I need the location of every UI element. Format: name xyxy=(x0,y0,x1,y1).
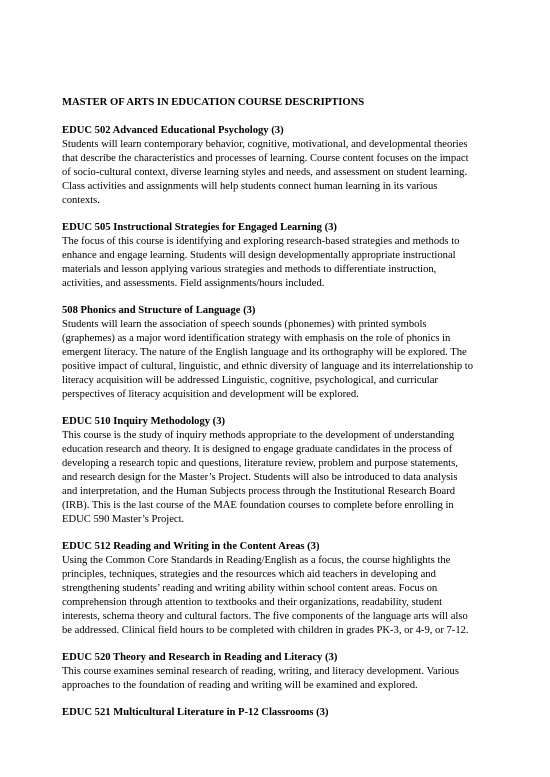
course-description-line: The focus of this course is identifying and exploring research-based strategies and methods to xyxy=(62,236,460,247)
course-description-line: approaches to the foundation of reading and writing will be examined and explored. xyxy=(62,680,418,691)
course-description-line: education research and theory. It is designed to engage graduate candidates in the process of xyxy=(62,444,453,455)
course-description-line: EDUC 590 Master’s Project. xyxy=(62,514,185,525)
course-description-line: and research design for the Master’s Project. Students will also be introduced to data analysis xyxy=(62,472,458,483)
course-title: EDUC 502 Advanced Educational Psychology (3) xyxy=(62,125,284,136)
course-description-line: Class activities and assignments will help students connect human learning in its various xyxy=(62,181,438,192)
course-description-line: developing a research topic and questions, literature review, problem and purpose statements, xyxy=(62,458,458,469)
course-block xyxy=(62,124,492,208)
course-description-line: principles, techniques, strategies and the resources which aid teachers in developing and xyxy=(62,569,436,580)
course-description-line: Students will learn the association of speech sounds (phonemes) with printed symbols xyxy=(62,319,427,330)
course-block xyxy=(62,415,492,527)
course-description-line: Using the Common Core Standards in Reading/English as a focus, the course highlights the xyxy=(62,555,451,566)
course-description-line: positive impact of cultural, linguistic, and ethnic diversity of language and its interrelationship to xyxy=(62,361,473,372)
course-description-line: emergent literacy. The nature of the English language and its orthography will be explored. The xyxy=(62,347,467,358)
course-block xyxy=(62,706,492,720)
course-description-line: This course is the study of inquiry methods appropriate to the development of understanding xyxy=(62,430,455,441)
course-description-line: enhance and engage learning. Students will design developmentally appropriate instructional xyxy=(62,250,456,261)
course-block xyxy=(62,221,492,291)
course-description-line: that describe the characteristics and processes of learning. Course content focuses on the impact xyxy=(62,153,469,164)
course-block xyxy=(62,651,492,693)
course-description-line: comprehension through attention to textbooks and their organizations, readability, student xyxy=(62,597,443,608)
document-title: MASTER OF ARTS IN EDUCATION COURSE DESCRIPTIONS xyxy=(62,97,365,108)
course-description-line: (graphemes) as a major word identification strategy with emphasis on the role of phonics in xyxy=(62,333,451,344)
course-description-line: (IRB). This is the last course of the MAE foundation courses to complete before enrolling in xyxy=(62,500,454,511)
course-description-line: literacy acquisition will be addressed Linguistic, cognitive, psychological, and curricular xyxy=(62,375,438,386)
course-description-line: Students will learn contemporary behavior, cognitive, motivational, and developmental theories xyxy=(62,139,468,150)
course-description-line: contexts. xyxy=(62,195,100,206)
course-description-line: of socio-cultural context, diverse learning styles and needs, and assessment on student learning. xyxy=(62,167,468,178)
course-block xyxy=(62,304,492,402)
course-block xyxy=(62,540,492,638)
course-description-line: perspectives of literacy acquisition and development will be explored. xyxy=(62,389,359,400)
course-description-line: and interpretation, and the Human Subjects process through the Institutional Research Board xyxy=(62,486,456,497)
course-title: EDUC 510 Inquiry Methodology (3) xyxy=(62,416,226,427)
course-title: EDUC 505 Instructional Strategies for Engaged Learning (3) xyxy=(62,222,337,233)
course-description-line: be addressed. Clinical field hours to be completed with children in grades PK-3, or 4-9, or 7-12. xyxy=(62,625,469,636)
course-title: 508 Phonics and Structure of Language (3) xyxy=(62,305,256,316)
document-page xyxy=(62,96,492,733)
course-description-line: activities, and assessments. Field assignments/hours included. xyxy=(62,278,325,289)
course-title: EDUC 512 Reading and Writing in the Content Areas (3) xyxy=(62,541,320,552)
course-title: EDUC 521 Multicultural Literature in P-12 Classrooms (3) xyxy=(62,707,329,718)
course-description-line: strengthening students’ reading and writing ability within school content areas. Focus on xyxy=(62,583,438,594)
course-description-line: materials and lesson applying various strategies and methods to differentiate instruction, xyxy=(62,264,437,275)
course-description-line: This course examines seminal research of reading, writing, and literacy development. Various xyxy=(62,666,459,677)
course-description-line: interests, schema theory and cultural factors. The five components of the language arts will also xyxy=(62,611,468,622)
course-title: EDUC 520 Theory and Research in Reading and Literacy (3) xyxy=(62,652,338,663)
